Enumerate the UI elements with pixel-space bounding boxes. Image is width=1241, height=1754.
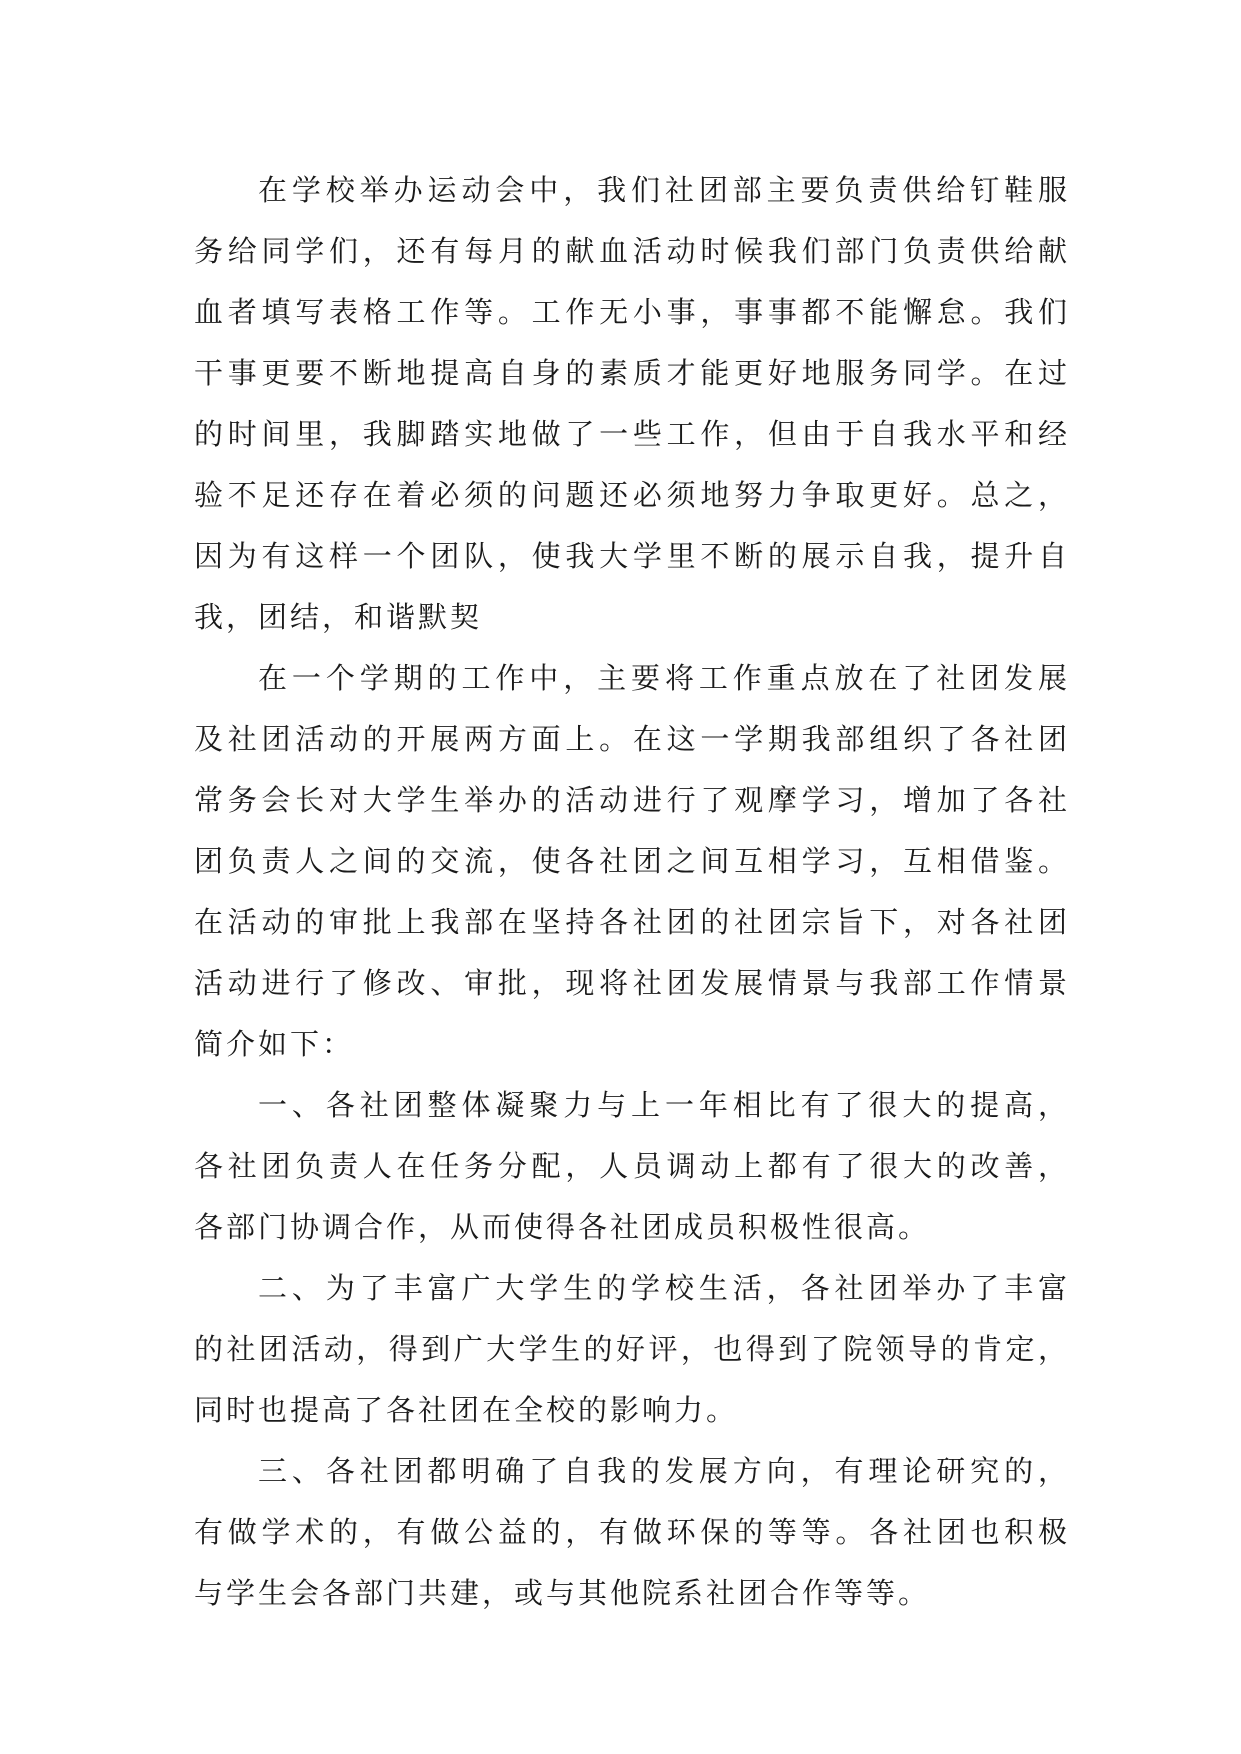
paragraph-line: 在一个学期的工作中，主要将工作重点放在了社团发展 xyxy=(258,661,1070,695)
paragraph-line: 的时间里，我脚踏实地做了一些工作，但由于自我水平和经 xyxy=(194,417,1070,451)
paragraph-line: 简介如下： xyxy=(194,1027,355,1061)
paragraph-line: 各部门协调合作，从而使得各社团成员积极性很高。 xyxy=(194,1210,931,1244)
paragraph-line: 血者填写表格工作等。工作无小事，事事都不能懈怠。我们 xyxy=(194,295,1070,329)
paragraph-line: 验不足还存在着必须的问题还必须地努力争取更好。总之， xyxy=(194,478,1070,512)
paragraph-line: 务给同学们，还有每月的献血活动时候我们部门负责供给献 xyxy=(194,234,1070,268)
paragraph-4 xyxy=(194,1258,1070,1441)
paragraph-line: 常务会长对大学生举办的活动进行了观摩学习，增加了各社 xyxy=(194,783,1070,817)
paragraph-line: 在活动的审批上我部在坚持各社团的社团宗旨下，对各社团 xyxy=(194,905,1070,939)
paragraph-line: 一、各社团整体凝聚力与上一年相比有了很大的提高， xyxy=(258,1088,1070,1122)
paragraph-line: 因为有这样一个团队，使我大学里不断的展示自我，提升自 xyxy=(194,539,1070,573)
paragraph-line: 及社团活动的开展两方面上。在这一学期我部组织了各社团 xyxy=(194,722,1070,756)
paragraph-line: 的社团活动，得到广大学生的好评，也得到了院领导的肯定， xyxy=(194,1332,1070,1366)
paragraph-line: 与学生会各部门共建，或与其他院系社团合作等等。 xyxy=(194,1576,931,1610)
paragraph-line: 二、为了丰富广大学生的学校生活，各社团举办了丰富 xyxy=(258,1271,1070,1305)
paragraph-line: 干事更要不断地提高自身的素质才能更好地服务同学。在过 xyxy=(194,356,1070,390)
paragraph-5 xyxy=(194,1441,1070,1624)
document-body xyxy=(194,160,1070,1624)
paragraph-2 xyxy=(194,648,1070,1075)
paragraph-line: 同时也提高了各社团在全校的影响力。 xyxy=(194,1393,739,1427)
paragraph-line: 有做学术的，有做公益的，有做环保的等等。各社团也积极 xyxy=(194,1515,1070,1549)
paragraph-line: 各社团负责人在任务分配，人员调动上都有了很大的改善， xyxy=(194,1149,1070,1183)
paragraph-1 xyxy=(194,160,1070,648)
paragraph-3 xyxy=(194,1075,1070,1258)
paragraph-line: 我，团结，和谐默契 xyxy=(194,600,483,634)
paragraph-line: 三、各社团都明确了自我的发展方向，有理论研究的， xyxy=(258,1454,1070,1488)
paragraph-line: 在学校举办运动会中，我们社团部主要负责供给钉鞋服 xyxy=(258,173,1070,207)
paragraph-line: 活动进行了修改、审批，现将社团发展情景与我部工作情景 xyxy=(194,966,1070,1000)
paragraph-line: 团负责人之间的交流，使各社团之间互相学习，互相借鉴。 xyxy=(194,844,1070,878)
